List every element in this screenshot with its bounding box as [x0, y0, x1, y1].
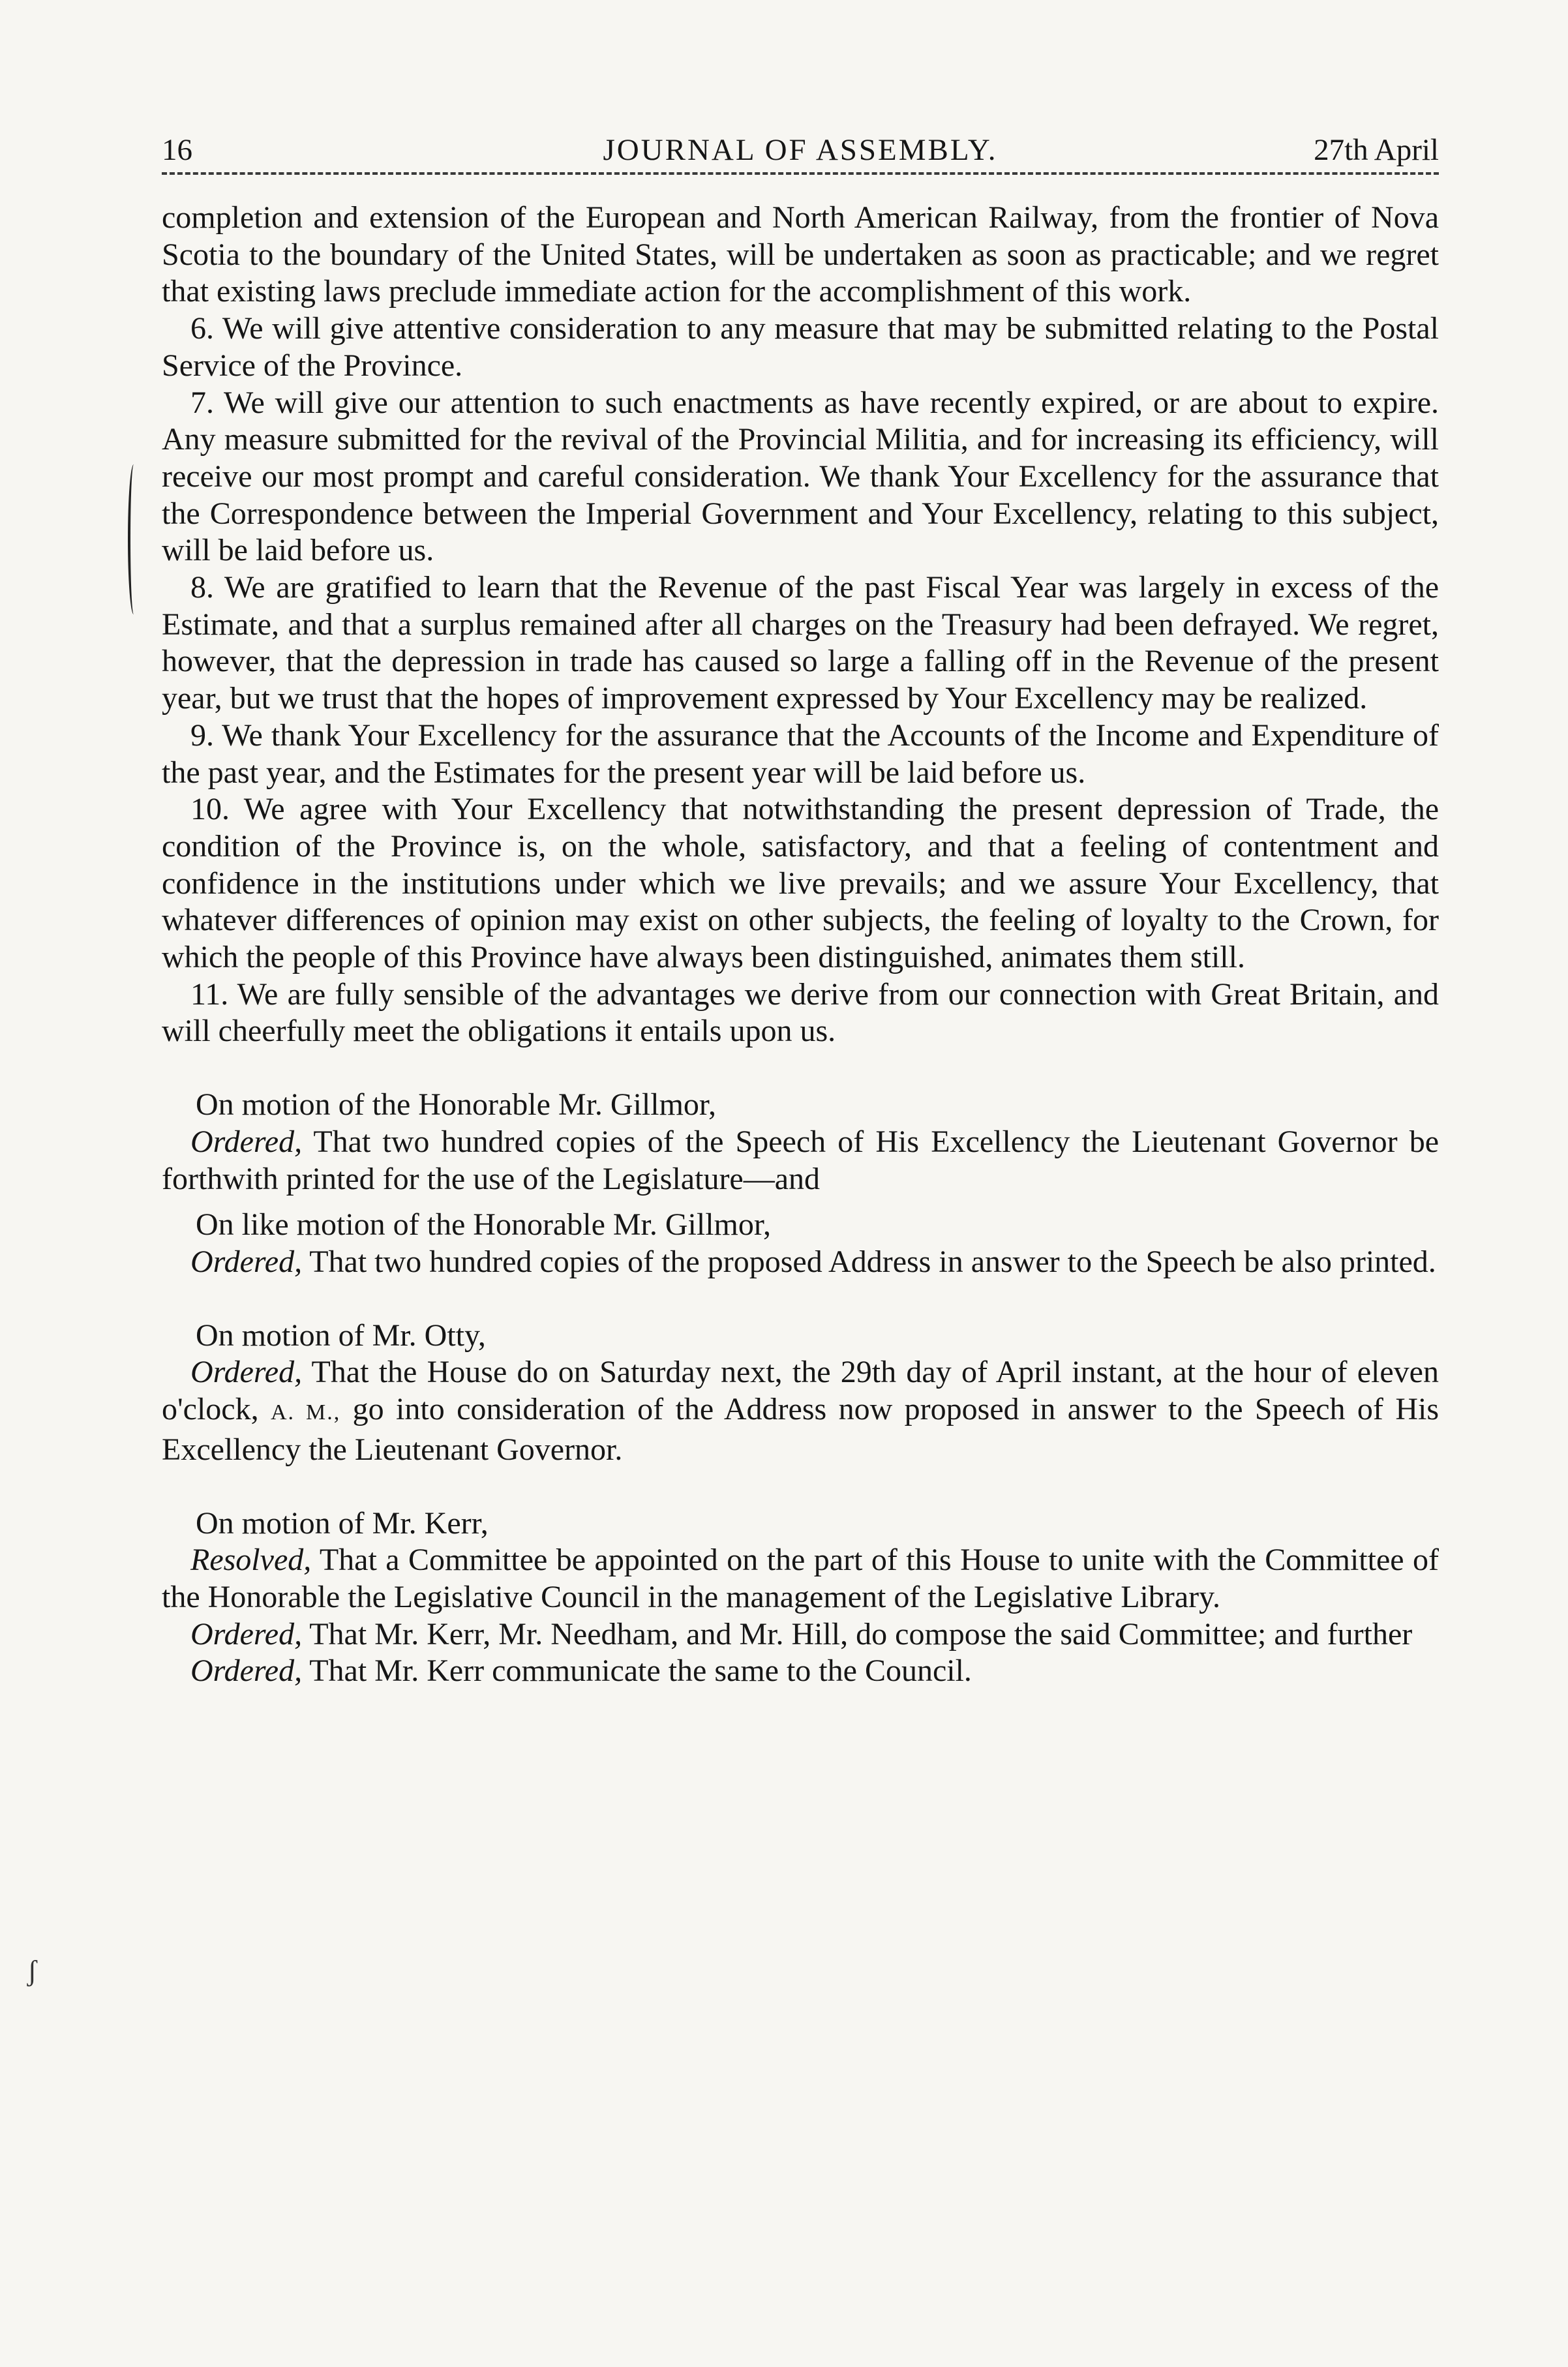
motion-gillmor-heading: On motion of the Honorable Mr. Gillmor, [196, 1087, 716, 1123]
motion-kerr-order-1 [162, 1616, 1439, 1653]
header-date: 27th April [1314, 133, 1439, 167]
motion-otty-heading: On motion of Mr. Otty, [196, 1318, 486, 1353]
paragraph-11: 11. We are fully sensible of the advantages we derive from our connection with Great Britain, and will cheerfully meet the obligations it entails upon us. [162, 976, 1439, 1049]
ordered-label: Ordered, [190, 1355, 303, 1390]
paragraph-10: 10. We agree with Your Excellency that notwithstanding the present depression of Trade, the condition of the Province is, on the whole, satisfactory, and that a feeling of contentment and confidence in the institutions under which we live prevails; and we assure Your Excellency, that whatever differences of opinion may exist on other subjects, the feeling of loyalty to the Crown, for which the people of this Province have always been distinguished, animates them still. [162, 792, 1439, 975]
motion-kerr-resolution [162, 1542, 1439, 1616]
journal-body [162, 200, 1439, 1690]
ordered-label: Ordered, [190, 1124, 303, 1159]
order-text: That the House do on Saturday next, the 29th day of April instant, at the hour of eleven o'clock, [162, 1355, 1439, 1427]
order-text: That Mr. Kerr communicate the same to the Council. [309, 1653, 972, 1689]
ordered-label: Ordered, [190, 1653, 303, 1689]
paragraph-8: 8. We are gratified to learn that the Revenue of the past Fiscal Year was largely in excess of the Estimate, and that a surplus remained after all charges on the Treasury had been defrayed. We regret, however, that the depression in trade has caused so large a falling off in the Revenue of the present year, but we trust that the hopes of improvement expressed by Your Excellency may be realized. [162, 570, 1439, 716]
am-abbrev: A. M., [271, 1400, 341, 1425]
motion-gillmor-order [162, 1124, 1439, 1198]
motion-like-gillmor-heading: On like motion of the Honorable Mr. Gillmor, [196, 1207, 771, 1243]
motion-kerr-heading: On motion of Mr. Kerr, [196, 1505, 489, 1541]
order-text: That two hundred copies of the proposed Address in answer to the Speech be also printed. [309, 1244, 1436, 1279]
paragraph-6: 6. We will give attentive consideration to any measure that may be submitted relating to the Postal Service of the Province. [162, 311, 1439, 383]
resolved-label: Resolved, [190, 1543, 312, 1578]
paragraph-continuation: completion and extension of the European and North American Railway, from the frontier of Nova Scotia to the boundary of the United States, will be undertaken as soon as practicable; and we regret that existing laws preclude immediate action for the accomplishment of this work. [162, 200, 1439, 309]
ordered-label: Ordered, [190, 1244, 303, 1279]
journal-title: JOURNAL OF ASSEMBLY. [603, 133, 998, 167]
running-header [162, 130, 1439, 170]
order-text: go into consideration of the Address now proposed in answer to the Speech of His Excellency the Lieutenant Governor. [162, 1392, 1439, 1467]
motion-otty-order [162, 1354, 1439, 1468]
resolution-text: That a Committee be appointed on the part of this House to unite with the Committee of the Honorable the Legislative Council in the management of the Legislative Library. [162, 1543, 1440, 1614]
margin-ink-mark: ʃ [27, 1955, 37, 1987]
margin-bracket-mark [128, 464, 140, 614]
paragraph-7: 7. We will give our attention to such enactments as have recently expired, or are about to expire. Any measure submitted for the revival of the Provincial Militia, and for increasing its efficiency, will receive our most prompt and careful consideration. We thank Your Excellency for the assurance that the Correspondence between the Imperial Government and Your Excellency, relating to this subject, will be laid before us. [162, 385, 1439, 568]
journal-page [162, 130, 1439, 1690]
page-number: 16 [162, 133, 192, 167]
header-rule [162, 172, 1439, 175]
paragraph-9: 9. We thank Your Excellency for the assurance that the Accounts of the Income and Expenditure of the past year, and the Estimates for the present year will be laid before us. [162, 717, 1439, 790]
ordered-label: Ordered, [190, 1616, 303, 1651]
order-text: That Mr. Kerr, Mr. Needham, and Mr. Hill, do compose the said Committee; and further [309, 1616, 1413, 1651]
motion-kerr-order-2 [162, 1653, 1439, 1690]
order-text: That two hundred copies of the Speech of His Excellency the Lieutenant Governor be forthwith printed for the use of the Legislature—and [162, 1124, 1440, 1196]
motion-like-gillmor-order [162, 1244, 1439, 1281]
